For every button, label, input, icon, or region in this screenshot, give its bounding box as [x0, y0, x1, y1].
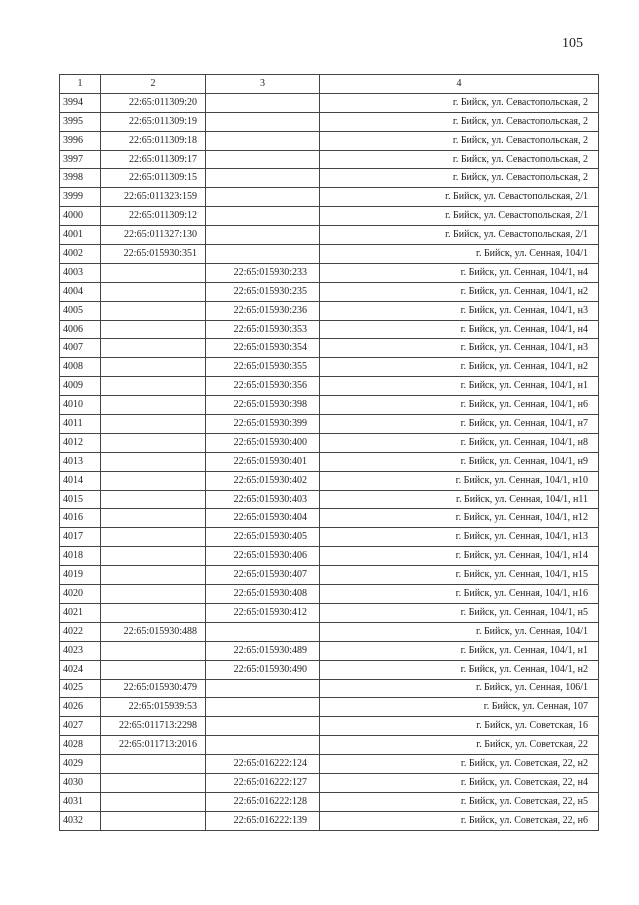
table-row	[60, 622, 599, 641]
room-cadastral-number-cell: 22:65:015930:405	[206, 528, 320, 547]
address-cell: г. Бийск, ул. Сенная, 104/1, н2	[320, 358, 599, 377]
row-number-cell: 3997	[60, 150, 101, 169]
table-row	[60, 207, 599, 226]
room-cadastral-number-cell	[206, 93, 320, 112]
cadastral-number-cell	[101, 282, 206, 301]
cadastral-number-cell	[101, 585, 206, 604]
registry-table	[59, 74, 599, 831]
address-cell: г. Бийск, ул. Сенная, 104/1, н8	[320, 433, 599, 452]
cadastral-number-cell	[101, 755, 206, 774]
address-cell: г. Бийск, ул. Сенная, 104/1, н1	[320, 377, 599, 396]
cadastral-number-cell: 22:65:011309:15	[101, 169, 206, 188]
address-cell: г. Бийск, ул. Сенная, 104/1, н16	[320, 585, 599, 604]
row-number-cell: 4011	[60, 415, 101, 434]
row-number-cell: 4017	[60, 528, 101, 547]
room-cadastral-number-cell: 22:65:015930:490	[206, 660, 320, 679]
room-cadastral-number-cell: 22:65:015930:355	[206, 358, 320, 377]
table-row	[60, 717, 599, 736]
address-cell: г. Бийск, ул. Сенная, 104/1	[320, 245, 599, 264]
address-cell: г. Бийск, ул. Сенная, 107	[320, 698, 599, 717]
address-cell: г. Бийск, ул. Сенная, 104/1, н1	[320, 641, 599, 660]
row-number-cell: 4016	[60, 509, 101, 528]
address-cell: г. Бийск, ул. Севастопольская, 2	[320, 93, 599, 112]
table-row	[60, 452, 599, 471]
row-number-cell: 4025	[60, 679, 101, 698]
address-cell: г. Бийск, ул. Сенная, 104/1, н10	[320, 471, 599, 490]
cadastral-number-cell: 22:65:011309:17	[101, 150, 206, 169]
row-number-cell: 4004	[60, 282, 101, 301]
cadastral-number-cell	[101, 603, 206, 622]
table-row	[60, 282, 599, 301]
cadastral-number-cell	[101, 339, 206, 358]
table-header-row	[60, 75, 599, 94]
cadastral-number-cell	[101, 301, 206, 320]
column-header-4: 4	[320, 75, 599, 94]
cadastral-number-cell	[101, 660, 206, 679]
table-row	[60, 339, 599, 358]
row-number-cell: 4006	[60, 320, 101, 339]
address-cell: г. Бийск, ул. Сенная, 104/1, н9	[320, 452, 599, 471]
row-number-cell: 4032	[60, 811, 101, 830]
room-cadastral-number-cell: 22:65:015930:402	[206, 471, 320, 490]
room-cadastral-number-cell: 22:65:015930:489	[206, 641, 320, 660]
table-row	[60, 93, 599, 112]
table-row	[60, 660, 599, 679]
room-cadastral-number-cell: 22:65:015930:399	[206, 415, 320, 434]
row-number-cell: 4019	[60, 566, 101, 585]
address-cell: г. Бийск, ул. Севастопольская, 2/1	[320, 226, 599, 245]
room-cadastral-number-cell: 22:65:015930:398	[206, 396, 320, 415]
table-row	[60, 150, 599, 169]
room-cadastral-number-cell	[206, 112, 320, 131]
row-number-cell: 4000	[60, 207, 101, 226]
cadastral-number-cell: 22:65:015939:53	[101, 698, 206, 717]
table-row	[60, 755, 599, 774]
table-row	[60, 641, 599, 660]
row-number-cell: 4029	[60, 755, 101, 774]
room-cadastral-number-cell	[206, 622, 320, 641]
table-row	[60, 490, 599, 509]
cadastral-number-cell	[101, 415, 206, 434]
cadastral-number-cell	[101, 792, 206, 811]
row-number-cell: 4014	[60, 471, 101, 490]
table-row	[60, 188, 599, 207]
cadastral-number-cell: 22:65:011309:18	[101, 131, 206, 150]
row-number-cell: 4012	[60, 433, 101, 452]
row-number-cell: 4008	[60, 358, 101, 377]
address-cell: г. Бийск, ул. Сенная, 104/1	[320, 622, 599, 641]
table-row	[60, 415, 599, 434]
row-number-cell: 4024	[60, 660, 101, 679]
table-row	[60, 566, 599, 585]
room-cadastral-number-cell	[206, 736, 320, 755]
cadastral-number-cell	[101, 433, 206, 452]
room-cadastral-number-cell: 22:65:015930:400	[206, 433, 320, 452]
room-cadastral-number-cell: 22:65:015930:354	[206, 339, 320, 358]
table-row	[60, 603, 599, 622]
cadastral-number-cell	[101, 263, 206, 282]
address-cell: г. Бийск, ул. Сенная, 104/1, н4	[320, 320, 599, 339]
address-cell: г. Бийск, ул. Сенная, 104/1, н11	[320, 490, 599, 509]
cadastral-number-cell: 22:65:011309:19	[101, 112, 206, 131]
address-cell: г. Бийск, ул. Сенная, 106/1	[320, 679, 599, 698]
row-number-cell: 4021	[60, 603, 101, 622]
address-cell: г. Бийск, ул. Сенная, 104/1, н7	[320, 415, 599, 434]
row-number-cell: 4027	[60, 717, 101, 736]
room-cadastral-number-cell: 22:65:015930:233	[206, 263, 320, 282]
row-number-cell: 4002	[60, 245, 101, 264]
room-cadastral-number-cell: 22:65:015930:235	[206, 282, 320, 301]
address-cell: г. Бийск, ул. Сенная, 104/1, н3	[320, 339, 599, 358]
column-header-3: 3	[206, 75, 320, 94]
address-cell: г. Бийск, ул. Сенная, 104/1, н3	[320, 301, 599, 320]
room-cadastral-number-cell: 22:65:015930:401	[206, 452, 320, 471]
address-cell: г. Бийск, ул. Севастопольская, 2	[320, 131, 599, 150]
address-cell: г. Бийск, ул. Советская, 22, н2	[320, 755, 599, 774]
table-row	[60, 301, 599, 320]
room-cadastral-number-cell	[206, 150, 320, 169]
table-row	[60, 585, 599, 604]
room-cadastral-number-cell	[206, 207, 320, 226]
row-number-cell: 4010	[60, 396, 101, 415]
row-number-cell: 4020	[60, 585, 101, 604]
table-row	[60, 358, 599, 377]
cadastral-number-cell	[101, 773, 206, 792]
cadastral-number-cell: 22:65:011323:159	[101, 188, 206, 207]
address-cell: г. Бийск, ул. Севастопольская, 2/1	[320, 188, 599, 207]
row-number-cell: 4026	[60, 698, 101, 717]
cadastral-number-cell	[101, 452, 206, 471]
cadastral-number-cell	[101, 320, 206, 339]
room-cadastral-number-cell	[206, 245, 320, 264]
table-row	[60, 169, 599, 188]
address-cell: г. Бийск, ул. Сенная, 104/1, н6	[320, 396, 599, 415]
table-row	[60, 773, 599, 792]
cadastral-number-cell: 22:65:011309:20	[101, 93, 206, 112]
room-cadastral-number-cell: 22:65:015930:353	[206, 320, 320, 339]
room-cadastral-number-cell	[206, 717, 320, 736]
row-number-cell: 3994	[60, 93, 101, 112]
page-number: 105	[562, 36, 583, 51]
address-cell: г. Бийск, ул. Севастопольская, 2/1	[320, 207, 599, 226]
room-cadastral-number-cell: 22:65:016222:139	[206, 811, 320, 830]
cadastral-number-cell	[101, 396, 206, 415]
cadastral-number-cell	[101, 528, 206, 547]
table-row	[60, 396, 599, 415]
table-row	[60, 792, 599, 811]
row-number-cell: 3999	[60, 188, 101, 207]
address-cell: г. Бийск, ул. Советская, 22, н6	[320, 811, 599, 830]
cadastral-number-cell	[101, 811, 206, 830]
room-cadastral-number-cell: 22:65:015930:407	[206, 566, 320, 585]
cadastral-number-cell: 22:65:011713:2298	[101, 717, 206, 736]
table-row	[60, 131, 599, 150]
room-cadastral-number-cell: 22:65:015930:412	[206, 603, 320, 622]
row-number-cell: 4013	[60, 452, 101, 471]
address-cell: г. Бийск, ул. Сенная, 104/1, н4	[320, 263, 599, 282]
cadastral-number-cell	[101, 358, 206, 377]
room-cadastral-number-cell: 22:65:016222:124	[206, 755, 320, 774]
cadastral-number-cell: 22:65:015930:488	[101, 622, 206, 641]
table-row	[60, 471, 599, 490]
cadastral-number-cell	[101, 547, 206, 566]
table-row	[60, 245, 599, 264]
address-cell: г. Бийск, ул. Сенная, 104/1, н5	[320, 603, 599, 622]
table-row	[60, 112, 599, 131]
room-cadastral-number-cell: 22:65:016222:127	[206, 773, 320, 792]
cadastral-number-cell	[101, 490, 206, 509]
address-cell: г. Бийск, ул. Сенная, 104/1, н13	[320, 528, 599, 547]
row-number-cell: 4009	[60, 377, 101, 396]
address-cell: г. Бийск, ул. Советская, 22, н4	[320, 773, 599, 792]
room-cadastral-number-cell: 22:65:016222:128	[206, 792, 320, 811]
table-row	[60, 679, 599, 698]
column-header-2: 2	[101, 75, 206, 94]
column-header-1: 1	[60, 75, 101, 94]
cadastral-number-cell	[101, 377, 206, 396]
address-cell: г. Бийск, ул. Сенная, 104/1, н14	[320, 547, 599, 566]
room-cadastral-number-cell	[206, 131, 320, 150]
cadastral-number-cell: 22:65:011309:12	[101, 207, 206, 226]
address-cell: г. Бийск, ул. Севастопольская, 2	[320, 169, 599, 188]
cadastral-number-cell	[101, 509, 206, 528]
row-number-cell: 4015	[60, 490, 101, 509]
room-cadastral-number-cell: 22:65:015930:408	[206, 585, 320, 604]
address-cell: г. Бийск, ул. Сенная, 104/1, н2	[320, 282, 599, 301]
row-number-cell: 4001	[60, 226, 101, 245]
address-cell: г. Бийск, ул. Севастопольская, 2	[320, 112, 599, 131]
room-cadastral-number-cell: 22:65:015930:356	[206, 377, 320, 396]
room-cadastral-number-cell: 22:65:015930:403	[206, 490, 320, 509]
row-number-cell: 4030	[60, 773, 101, 792]
row-number-cell: 4023	[60, 641, 101, 660]
room-cadastral-number-cell	[206, 226, 320, 245]
cadastral-number-cell: 22:65:011713:2016	[101, 736, 206, 755]
table-row	[60, 698, 599, 717]
room-cadastral-number-cell	[206, 188, 320, 207]
table-row	[60, 320, 599, 339]
cadastral-number-cell: 22:65:011327:130	[101, 226, 206, 245]
cadastral-number-cell: 22:65:015930:351	[101, 245, 206, 264]
address-cell: г. Бийск, ул. Советская, 22, н5	[320, 792, 599, 811]
address-cell: г. Бийск, ул. Сенная, 104/1, н15	[320, 566, 599, 585]
row-number-cell: 4018	[60, 547, 101, 566]
row-number-cell: 3996	[60, 131, 101, 150]
row-number-cell: 4005	[60, 301, 101, 320]
table-row	[60, 811, 599, 830]
room-cadastral-number-cell: 22:65:015930:236	[206, 301, 320, 320]
room-cadastral-number-cell	[206, 679, 320, 698]
table-row	[60, 377, 599, 396]
row-number-cell: 3998	[60, 169, 101, 188]
row-number-cell: 3995	[60, 112, 101, 131]
table-row	[60, 736, 599, 755]
room-cadastral-number-cell: 22:65:015930:406	[206, 547, 320, 566]
table-body	[60, 93, 599, 830]
row-number-cell: 4022	[60, 622, 101, 641]
table-row	[60, 528, 599, 547]
room-cadastral-number-cell: 22:65:015930:404	[206, 509, 320, 528]
address-cell: г. Бийск, ул. Советская, 16	[320, 717, 599, 736]
address-cell: г. Бийск, ул. Севастопольская, 2	[320, 150, 599, 169]
cadastral-number-cell: 22:65:015930:479	[101, 679, 206, 698]
address-cell: г. Бийск, ул. Сенная, 104/1, н12	[320, 509, 599, 528]
room-cadastral-number-cell	[206, 698, 320, 717]
table-row	[60, 509, 599, 528]
row-number-cell: 4028	[60, 736, 101, 755]
table-row	[60, 547, 599, 566]
table-row	[60, 263, 599, 282]
cadastral-number-cell	[101, 641, 206, 660]
cadastral-number-cell	[101, 471, 206, 490]
cadastral-number-cell	[101, 566, 206, 585]
row-number-cell: 4003	[60, 263, 101, 282]
table-row	[60, 433, 599, 452]
room-cadastral-number-cell	[206, 169, 320, 188]
row-number-cell: 4007	[60, 339, 101, 358]
address-cell: г. Бийск, ул. Сенная, 104/1, н2	[320, 660, 599, 679]
table-row	[60, 226, 599, 245]
row-number-cell: 4031	[60, 792, 101, 811]
address-cell: г. Бийск, ул. Советская, 22	[320, 736, 599, 755]
